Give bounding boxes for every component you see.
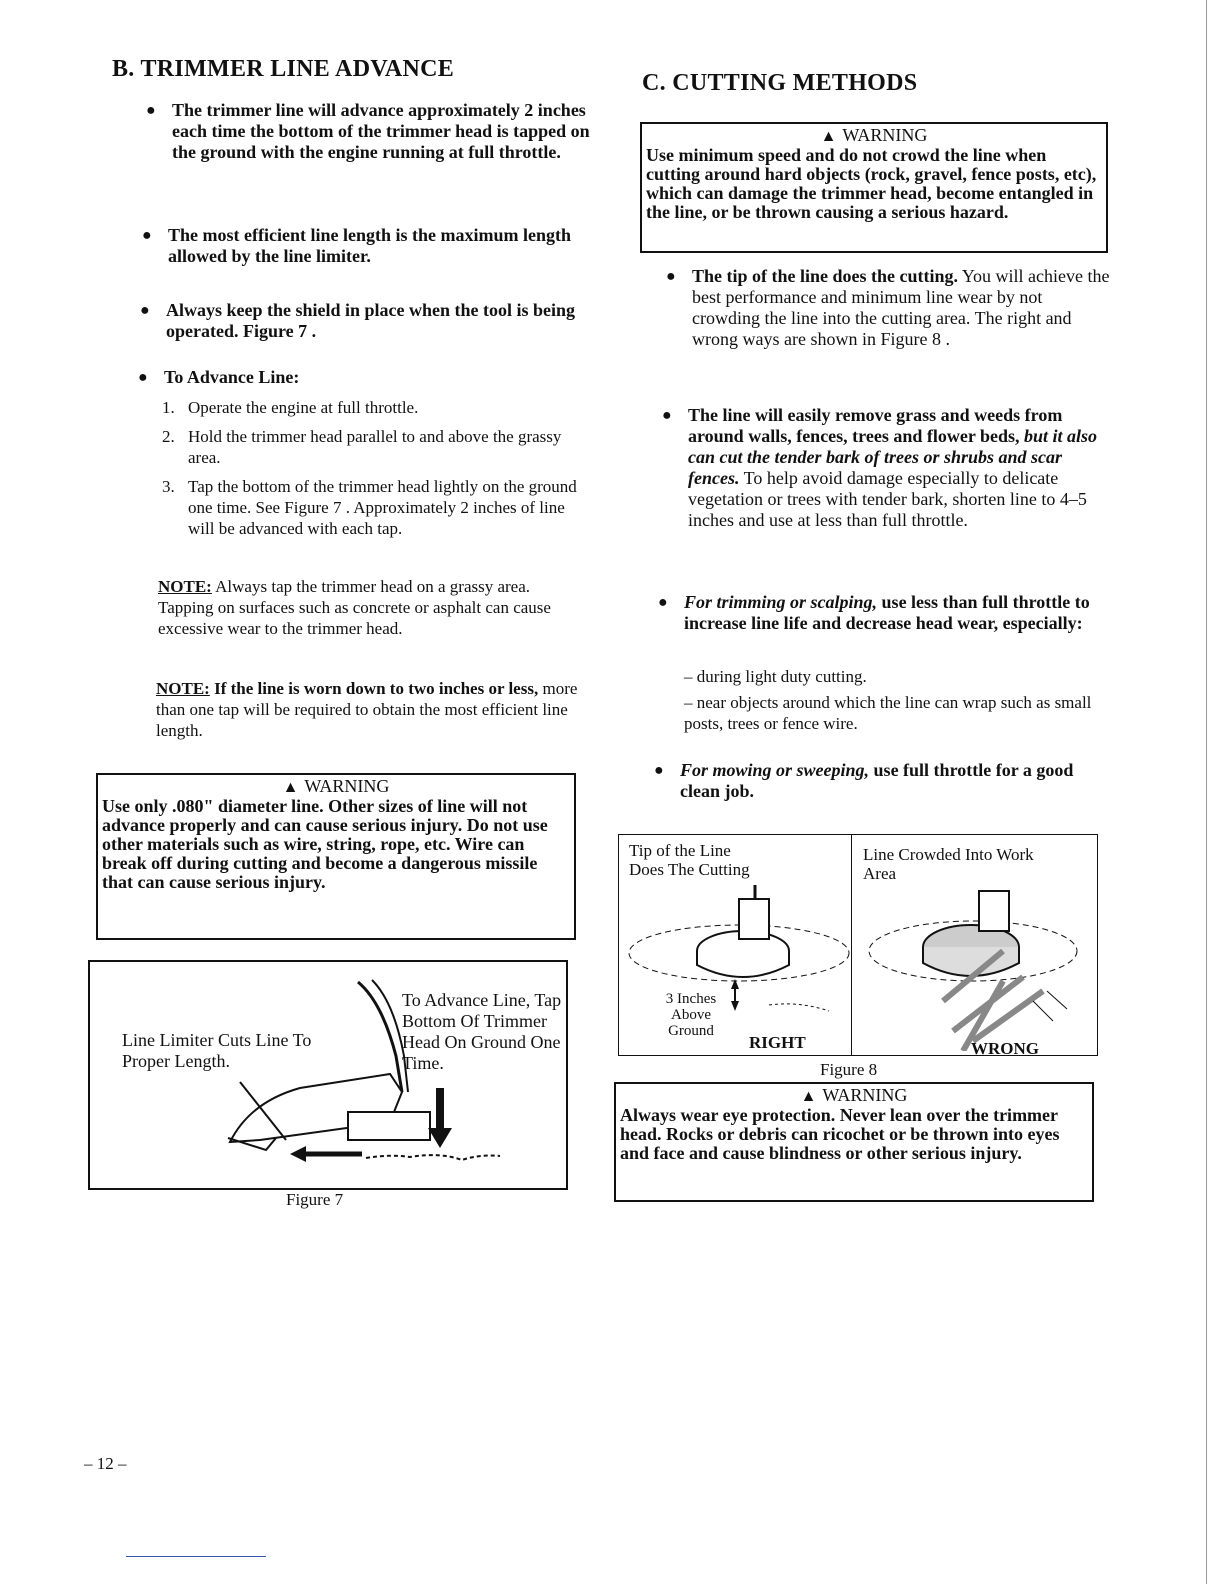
figure-7-caption: Figure 7 <box>286 1190 344 1209</box>
bullet-icon: ● <box>140 302 150 319</box>
section-c-bullet-3: ● For trimming or scalping, use less than full throttle to increase line life and decrease head wear, especially: <box>658 592 1090 633</box>
section-b-bullet-2: ● The most efficient line length is the maximum length allowed by the line limiter. <box>142 225 571 266</box>
advance-steps <box>162 397 590 547</box>
warning-triangle-icon: ▲ <box>800 1088 817 1105</box>
figure-8-left-note: 3 Inches Above Ground <box>665 991 717 1039</box>
bullet-icon: ● <box>146 102 156 119</box>
bullet-icon: ● <box>138 369 148 386</box>
warning-text: Use minimum speed and do not crowd the line when cutting around hard objects (rock, gravel, fence posts, etc), which can damage the trimmer head, become entangled in the line, or be thrown causing a serious hazard. <box>646 145 1097 222</box>
section-c-title: C. CUTTING METHODS <box>642 70 918 96</box>
bullet-icon: ● <box>658 594 668 611</box>
section-b-bullet-4: ● To Advance Line: <box>138 367 300 387</box>
warning-text: Always wear eye protection. Never lean over the trimmer head. Rocks or debris can ricochet or be thrown into eyes and face and cause blindness or other serious injury. <box>620 1105 1060 1163</box>
section-c-bullet-1: ● The tip of the line does the cutting. You will achieve the best performance and minimum line wear by not crowding the line into the cutting area. The right and wrong ways are shown in Figure 8 . <box>666 266 1110 349</box>
page-number: – 12 – <box>84 1454 127 1473</box>
figure-8-right-label: RIGHT <box>749 1033 806 1052</box>
section-c-bullet-2: ● The line will easily remove grass and weeds from around walls, fences, trees and flower beds, but it also can cut the tender bark of trees or shrubs and scar fences. To help avoid damage especially to delicate vegetation or trees with tender bark, shorten line to 4–5 inches and use at less than full throttle. <box>662 405 1098 530</box>
figure-7-left-label: Line Limiter Cuts Line To Proper Length. <box>122 1030 312 1071</box>
bullet-icon: ● <box>666 268 676 285</box>
warning-triangle-icon: ▲ <box>282 779 299 796</box>
note-1: NOTE: Always tap the trimmer head on a grassy area. Tapping on surfaces such as concrete or asphalt can cause excessive wear to the trimmer head. <box>158 577 551 638</box>
warning-triangle-icon: ▲ <box>820 128 837 145</box>
figure-8-right-title: Line Crowded Into Work Area <box>863 845 1034 883</box>
figure-8 <box>618 834 1098 1056</box>
figure-8-divider <box>851 835 852 1055</box>
warning-heading: ▲ WARNING <box>282 776 390 796</box>
section-c-bullet-4: ● For mowing or sweeping, use full throttle for a good clean job. <box>654 760 1074 801</box>
bullet-icon: ● <box>662 407 672 424</box>
dash-item-1: – during light duty cutting. <box>684 667 867 686</box>
warning-box-eye-protection <box>614 1082 1094 1202</box>
warning-text: Use only .080" diameter line. Other sizes of line will not advance properly and can cause serious injury. Do not use other materials such as wire, string, rope, etc. Wire can break off during cutting and become a dangerous missile that can cause serious injury. <box>102 796 548 892</box>
bullet-icon: ● <box>142 227 152 244</box>
footer-rule <box>126 1556 266 1557</box>
warning-box-crowding <box>640 122 1108 253</box>
section-b-bullet-1: ● The trimmer line will advance approximately 2 inches each time the bottom of the trimmer head is tapped on the ground with the engine running at full throttle. <box>146 100 590 162</box>
warning-heading: ▲ WARNING <box>800 1085 908 1105</box>
figure-8-caption: Figure 8 <box>820 1060 878 1079</box>
figure-7-right-label: To Advance Line, Tap Bottom Of Trimmer Head On Ground One Time. <box>402 990 562 1073</box>
section-b-bullet-3: ● Always keep the shield in place when the tool is being operated. Figure 7 . <box>140 300 576 341</box>
figure-7 <box>88 960 568 1190</box>
dash-item-2: – near objects around which the line can wrap such as small posts, trees or fence wire. <box>684 693 1092 733</box>
warning-heading: ▲ WARNING <box>820 125 928 145</box>
bullet-icon: ● <box>654 762 664 779</box>
figure-8-wrong-label: WRONG <box>971 1039 1039 1058</box>
note-2: NOTE: If the line is worn down to two inches or less, more than one tap will be required to obtain the most efficient line length. <box>156 679 578 740</box>
figure-8-left-title: Tip of the Line Does The Cutting <box>629 841 750 879</box>
wrong-way-illustration <box>853 881 1097 1051</box>
step-item: 2. Hold the trimmer head parallel to and above the grassy area. <box>162 427 562 467</box>
step-item: 3. Tap the bottom of the trimmer head lightly on the ground one time. See Figure 7 . Approximately 2 inches of line will be advanced with each tap. <box>162 477 577 538</box>
right-edge-line <box>1206 0 1207 1584</box>
right-way-illustration <box>619 885 851 1055</box>
step-item: 1. Operate the engine at full throttle. <box>162 398 419 417</box>
section-b-title: B. TRIMMER LINE ADVANCE <box>112 56 455 82</box>
warning-box-line-diameter <box>96 773 576 940</box>
